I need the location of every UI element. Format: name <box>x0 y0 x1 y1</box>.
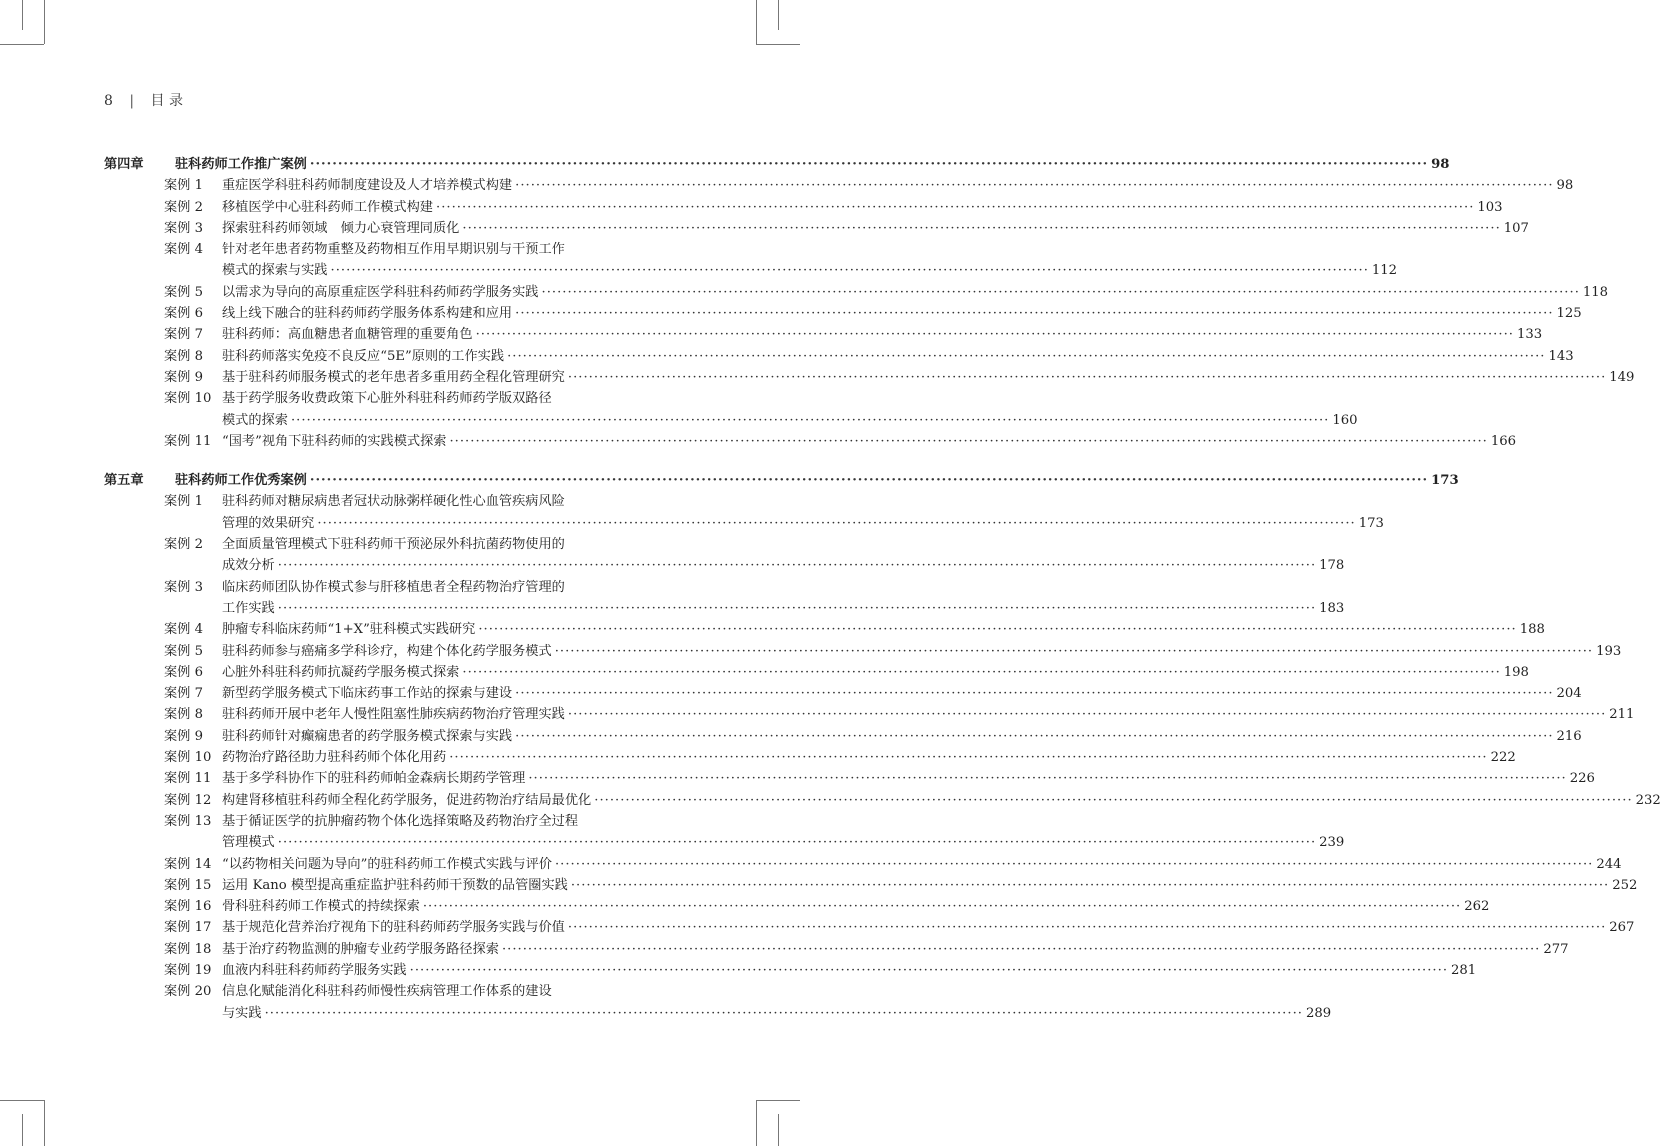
case-label: 案例 1 <box>164 494 203 510</box>
case-title: 重症医学科驻科药师制度建设及人才培养模式构建 <box>222 178 513 194</box>
page-ref: 204 <box>1556 686 1582 702</box>
case-title: “以药物相关问题为导向”的驻科药师工作模式实践与评价 <box>222 856 552 872</box>
dot-leader: ········································································································································································································ <box>501 941 1541 957</box>
chapter-title: 驻科药师工作推广案例 <box>175 157 307 172</box>
page-ref: 252 <box>1612 877 1638 893</box>
page-ref: 289 <box>1305 1005 1332 1021</box>
case-title: 临床药师团队协作模式参与肝移植患者全程药物治疗管理的 <box>222 579 565 595</box>
entry-title <box>164 641 552 662</box>
dot-leader: ········································································································································································································ <box>594 792 1633 808</box>
case-title: 基于药学服务收费政策下心脏外科驻科药师药学版双路径 <box>222 391 552 407</box>
case-entry[interactable] <box>104 555 1345 576</box>
dot-leader: ········································································································································································································ <box>515 178 1554 194</box>
crop-mark <box>756 0 757 44</box>
entry-title <box>222 832 275 853</box>
dot-leader: ········································································································································································································ <box>515 306 1554 322</box>
entry-title <box>164 747 446 768</box>
case-entry[interactable] <box>104 811 679 832</box>
case-entry[interactable] <box>104 431 1517 452</box>
case-entry[interactable] <box>104 346 1574 367</box>
case-title: 基于治疗药物监测的肿瘤专业药学服务路径探索 <box>222 941 499 957</box>
case-title: 信息化赋能消化科驻科药师慢性疾病管理工作体系的建设 <box>222 984 552 1000</box>
case-entry[interactable] <box>104 832 1345 853</box>
dot-leader: ········································································································································································································ <box>462 220 1501 236</box>
case-label: 案例 2 <box>164 199 203 215</box>
page-ref: 160 <box>1332 412 1358 428</box>
entry-title <box>104 154 307 175</box>
case-title: 肿瘤专科临床药师“1+X”驻科模式实践研究 <box>222 622 476 638</box>
entry-title <box>164 534 565 555</box>
crop-mark <box>756 44 800 45</box>
entry-title <box>164 790 591 811</box>
case-entry[interactable] <box>104 619 1545 640</box>
case-label: 案例 11 <box>164 433 212 449</box>
dot-leader: ········································································································································································································ <box>330 263 1369 279</box>
case-label: 案例 6 <box>164 664 203 680</box>
entry-title <box>164 388 552 409</box>
case-title: 以需求为导向的高原重症医学科驻科药师药学服务实践 <box>222 284 539 300</box>
entry-title <box>164 726 512 747</box>
crop-mark <box>22 0 23 30</box>
case-title: 针对老年患者药物重整及药物相互作用早期识别与干预工作 <box>222 242 565 258</box>
entry-title <box>222 555 275 576</box>
case-entry[interactable] <box>104 704 1635 725</box>
dot-leader: ········································································································································································································ <box>554 643 1594 659</box>
case-entry[interactable] <box>104 790 1661 811</box>
header-title: 目 录 <box>150 93 183 109</box>
entry-title <box>164 662 459 683</box>
case-title: 骨科驻科药师工作模式的持续探索 <box>222 899 420 915</box>
entry-title <box>164 367 565 388</box>
entry-title <box>164 346 504 367</box>
case-label: 案例 16 <box>164 899 212 915</box>
case-title: 移植医学中心驻科药师工作模式构建 <box>222 199 433 215</box>
page-ref: 125 <box>1556 306 1582 322</box>
case-title: 探索驻科药师领域 倾力心衰管理同质化 <box>222 220 460 236</box>
page-ref: 216 <box>1556 728 1582 744</box>
case-entry[interactable] <box>104 303 1582 324</box>
case-entry[interactable] <box>104 641 1622 662</box>
dot-leader: ········································································································································································································ <box>409 962 1449 978</box>
dot-leader: ········································································································································································································ <box>515 686 1554 702</box>
crop-mark <box>22 1114 23 1146</box>
entry-title <box>164 981 552 1002</box>
crop-mark <box>44 1100 45 1146</box>
case-title: 管理的效果研究 <box>222 515 315 531</box>
dot-leader: ········································································································································································································ <box>462 664 1501 680</box>
dot-leader: ········································································································································································································ <box>422 899 1462 915</box>
crop-mark <box>44 0 45 44</box>
dot-leader: ········································································································································································································ <box>277 558 1317 574</box>
case-label: 案例 3 <box>164 220 203 236</box>
case-title: 驻科药师：高血糖患者血糖管理的重要角色 <box>222 327 473 343</box>
case-label: 案例 9 <box>164 369 203 385</box>
case-label: 案例 18 <box>164 941 212 957</box>
case-entry[interactable] <box>104 282 1609 303</box>
dot-leader: ········································································································································································································ <box>317 515 1356 531</box>
chapter-number: 第五章 <box>104 473 144 489</box>
entry-title <box>164 577 565 598</box>
dot-leader: ········································································································································································································ <box>277 600 1317 616</box>
case-title: 驻科药师落实免疫不良反应“5E”原则的工作实践 <box>222 348 505 364</box>
case-entry[interactable] <box>104 768 1595 789</box>
case-label: 案例 5 <box>164 643 203 659</box>
entry-title <box>222 1003 262 1024</box>
page-ref: 118 <box>1582 284 1609 300</box>
entry-title <box>164 175 512 196</box>
dot-leader: ········································································································································································································ <box>515 728 1554 744</box>
entry-title <box>222 410 288 431</box>
case-entry[interactable] <box>104 854 1622 875</box>
entry-title <box>164 704 565 725</box>
case-entry[interactable] <box>104 197 1503 218</box>
case-label: 案例 4 <box>164 622 203 638</box>
case-entry[interactable] <box>104 1003 1332 1024</box>
case-label: 案例 19 <box>164 962 212 978</box>
case-label: 案例 8 <box>164 707 203 723</box>
page-ref: 178 <box>1319 558 1345 574</box>
page-ref: 98 <box>1556 178 1574 194</box>
table-of-contents <box>104 154 1661 1024</box>
case-entry[interactable] <box>104 726 1582 747</box>
page-ref: 173 <box>1358 515 1384 531</box>
case-title: 基于多学科协作下的驻科药师帕金森病长期药学管理 <box>222 771 526 787</box>
dot-leader: ········································································································································································································ <box>478 622 1517 638</box>
case-entry[interactable] <box>104 960 1477 981</box>
chapter-number: 第四章 <box>104 157 144 172</box>
entry-title <box>164 218 459 239</box>
page-ref: 103 <box>1477 199 1503 215</box>
case-title: 管理模式 <box>222 835 275 851</box>
page-ref: 166 <box>1490 433 1517 449</box>
entry-title <box>164 282 539 303</box>
case-title: 全面质量管理模式下驻科药师干预泌尿外科抗菌药物使用的 <box>222 537 565 553</box>
section-gap <box>104 452 679 470</box>
case-title: “国考”视角下驻科药师的实践模式探索 <box>222 433 447 449</box>
case-entry[interactable] <box>104 239 679 260</box>
case-label: 案例 15 <box>164 877 212 893</box>
crop-mark <box>778 0 779 30</box>
entry-title <box>164 683 512 704</box>
entry-title <box>164 811 578 832</box>
case-entry[interactable] <box>104 513 1384 534</box>
crop-mark <box>778 1114 779 1146</box>
entry-title <box>164 491 565 512</box>
case-title: 线上线下融合的驻科药师药学服务体系构建和应用 <box>222 306 513 322</box>
case-entry[interactable] <box>104 683 1582 704</box>
case-entry[interactable] <box>104 410 1358 431</box>
case-entry[interactable] <box>104 260 1398 281</box>
case-entry[interactable] <box>104 662 1529 683</box>
page-ref: 211 <box>1609 707 1635 723</box>
crop-mark <box>756 1100 757 1146</box>
page-number: 8 <box>104 93 113 109</box>
case-title: 模式的探索与实践 <box>222 263 328 279</box>
case-title: 基于循证医学的抗肿瘤药物个体化选择策略及药物治疗全过程 <box>222 813 579 829</box>
case-entry[interactable] <box>104 388 679 409</box>
entry-title <box>164 875 568 896</box>
entry-title <box>104 470 307 491</box>
dot-leader: ········································································································································································································ <box>290 412 1330 428</box>
case-label: 案例 5 <box>164 284 203 300</box>
page-ref: 143 <box>1548 348 1574 364</box>
dot-leader: ········································································································································································································ <box>507 348 1546 364</box>
entry-title <box>164 896 420 917</box>
entry-title <box>164 239 565 260</box>
case-title: 驻科药师开展中老年人慢性阻塞性肺疾病药物治疗管理实践 <box>222 707 565 723</box>
page-ref: 188 <box>1519 622 1545 638</box>
dot-leader: ········································································································································································································ <box>309 473 1429 489</box>
entry-title <box>222 260 328 281</box>
page-ref: 222 <box>1490 750 1516 766</box>
dot-leader: ········································································································································································································ <box>570 877 1610 893</box>
dot-leader: ········································································································································································································ <box>449 750 1488 766</box>
entry-title <box>164 939 499 960</box>
page-ref: 267 <box>1609 920 1635 936</box>
case-title: 驻科药师参与癌痛多学科诊疗，构建个体化药学服务模式 <box>222 643 552 659</box>
entry-title <box>164 768 525 789</box>
running-header <box>104 90 183 110</box>
entry-title <box>222 513 314 534</box>
chapter-entry[interactable] <box>104 154 1450 175</box>
case-label: 案例 14 <box>164 856 212 872</box>
case-entry[interactable] <box>104 896 1490 917</box>
case-label: 案例 7 <box>164 686 203 702</box>
page-ref: 262 <box>1464 899 1490 915</box>
case-entry[interactable] <box>104 491 679 512</box>
case-title: 新型药学服务模式下临床药事工作站的探索与建设 <box>222 686 513 702</box>
crop-mark <box>756 1100 800 1101</box>
case-label: 案例 7 <box>164 327 203 343</box>
entry-title <box>164 303 512 324</box>
case-label: 案例 1 <box>164 178 203 194</box>
page-ref: 133 <box>1516 327 1543 343</box>
case-title: 运用 Kano 模型提高重症监护驻科药师干预数的品管圈实践 <box>222 877 568 893</box>
case-entry[interactable] <box>104 534 679 555</box>
chapter-title: 驻科药师工作优秀案例 <box>175 473 307 489</box>
entry-title <box>164 431 446 452</box>
entry-title <box>164 324 473 345</box>
page-ref: 98 <box>1431 157 1450 172</box>
case-title: 基于规范化营养治疗视角下的驻科药师药学服务实践与价值 <box>222 920 565 936</box>
header-separator: | <box>129 93 135 109</box>
case-label: 案例 11 <box>164 771 212 787</box>
page-ref: 198 <box>1503 664 1529 680</box>
case-label: 案例 6 <box>164 306 203 322</box>
case-entry[interactable] <box>104 747 1516 768</box>
case-entry[interactable] <box>104 598 1345 619</box>
case-label: 案例 9 <box>164 728 203 744</box>
crop-mark <box>0 44 44 45</box>
dot-leader: ········································································································································································································ <box>436 199 1475 215</box>
page-ref: 232 <box>1635 792 1661 808</box>
page-ref: 244 <box>1596 856 1622 872</box>
case-label: 案例 3 <box>164 579 203 595</box>
dot-leader: ········································································································································································································ <box>264 1005 1303 1021</box>
entry-title <box>164 619 475 640</box>
page-ref: 239 <box>1319 835 1345 851</box>
case-title: 心脏外科驻科药师抗凝药学服务模式探索 <box>222 664 460 680</box>
page-ref: 226 <box>1569 771 1595 787</box>
entry-title <box>164 854 552 875</box>
case-label: 案例 2 <box>164 537 203 553</box>
case-entry[interactable] <box>104 875 1638 896</box>
case-label: 案例 17 <box>164 920 212 936</box>
page-ref: 107 <box>1503 220 1529 236</box>
case-label: 案例 12 <box>164 792 212 808</box>
dot-leader: ········································································································································································································ <box>541 284 1580 300</box>
case-entry[interactable] <box>104 367 1635 388</box>
dot-leader: ········································································································································································································ <box>277 835 1317 851</box>
dot-leader: ········································································································································································································ <box>567 369 1607 385</box>
entry-title <box>164 197 433 218</box>
case-label: 案例 4 <box>164 242 203 258</box>
page-ref: 277 <box>1543 941 1569 957</box>
case-label: 案例 10 <box>164 391 212 407</box>
case-title: 成效分析 <box>222 558 275 574</box>
case-label: 案例 20 <box>164 984 212 1000</box>
case-title: 驻科药师对糖尿病患者冠状动脉粥样硬化性心血管疾病风险 <box>222 494 565 510</box>
crop-mark <box>0 1100 44 1101</box>
dot-leader: ········································································································································································································ <box>567 920 1607 936</box>
case-entry[interactable] <box>104 939 1569 960</box>
case-label: 案例 10 <box>164 750 212 766</box>
page-ref: 183 <box>1319 600 1345 616</box>
entry-title <box>164 917 565 938</box>
dot-leader: ········································································································································································································ <box>528 771 1567 787</box>
case-title: 模式的探索 <box>222 412 288 428</box>
dot-leader: ········································································································································································································ <box>475 327 1514 343</box>
case-title: 药物治疗路径助力驻科药师个体化用药 <box>222 750 447 766</box>
page-ref: 149 <box>1609 369 1635 385</box>
page-ref: 193 <box>1596 643 1622 659</box>
case-entry[interactable] <box>104 577 679 598</box>
case-entry[interactable] <box>104 981 679 1002</box>
case-title: 驻科药师针对癫痫患者的药学服务模式探索与实践 <box>222 728 513 744</box>
case-title: 工作实践 <box>222 600 275 616</box>
entry-title <box>222 598 275 619</box>
case-label: 案例 8 <box>164 348 203 364</box>
page-ref: 112 <box>1371 263 1398 279</box>
dot-leader: ········································································································································································································ <box>309 157 1429 172</box>
case-entry[interactable] <box>104 324 1543 345</box>
dot-leader: ········································································································································································································ <box>567 707 1607 723</box>
page-ref: 281 <box>1451 962 1477 978</box>
dot-leader: ········································································································································································································ <box>554 856 1594 872</box>
case-title: 与实践 <box>222 1005 262 1021</box>
case-entry[interactable] <box>104 218 1529 239</box>
entry-title <box>164 960 407 981</box>
page-ref: 173 <box>1431 473 1459 489</box>
case-title: 血液内科驻科药师药学服务实践 <box>222 962 407 978</box>
case-title: 基于驻科药师服务模式的老年患者多重用药全程化管理研究 <box>222 369 565 385</box>
case-entry[interactable] <box>104 175 1574 196</box>
dot-leader: ········································································································································································································ <box>449 433 1488 449</box>
case-entry[interactable] <box>104 917 1635 938</box>
chapter-entry[interactable] <box>104 470 1459 491</box>
case-label: 案例 13 <box>164 813 212 829</box>
case-title: 构建肾移植驻科药师全程化药学服务，促进药物治疗结局最优化 <box>222 792 592 808</box>
